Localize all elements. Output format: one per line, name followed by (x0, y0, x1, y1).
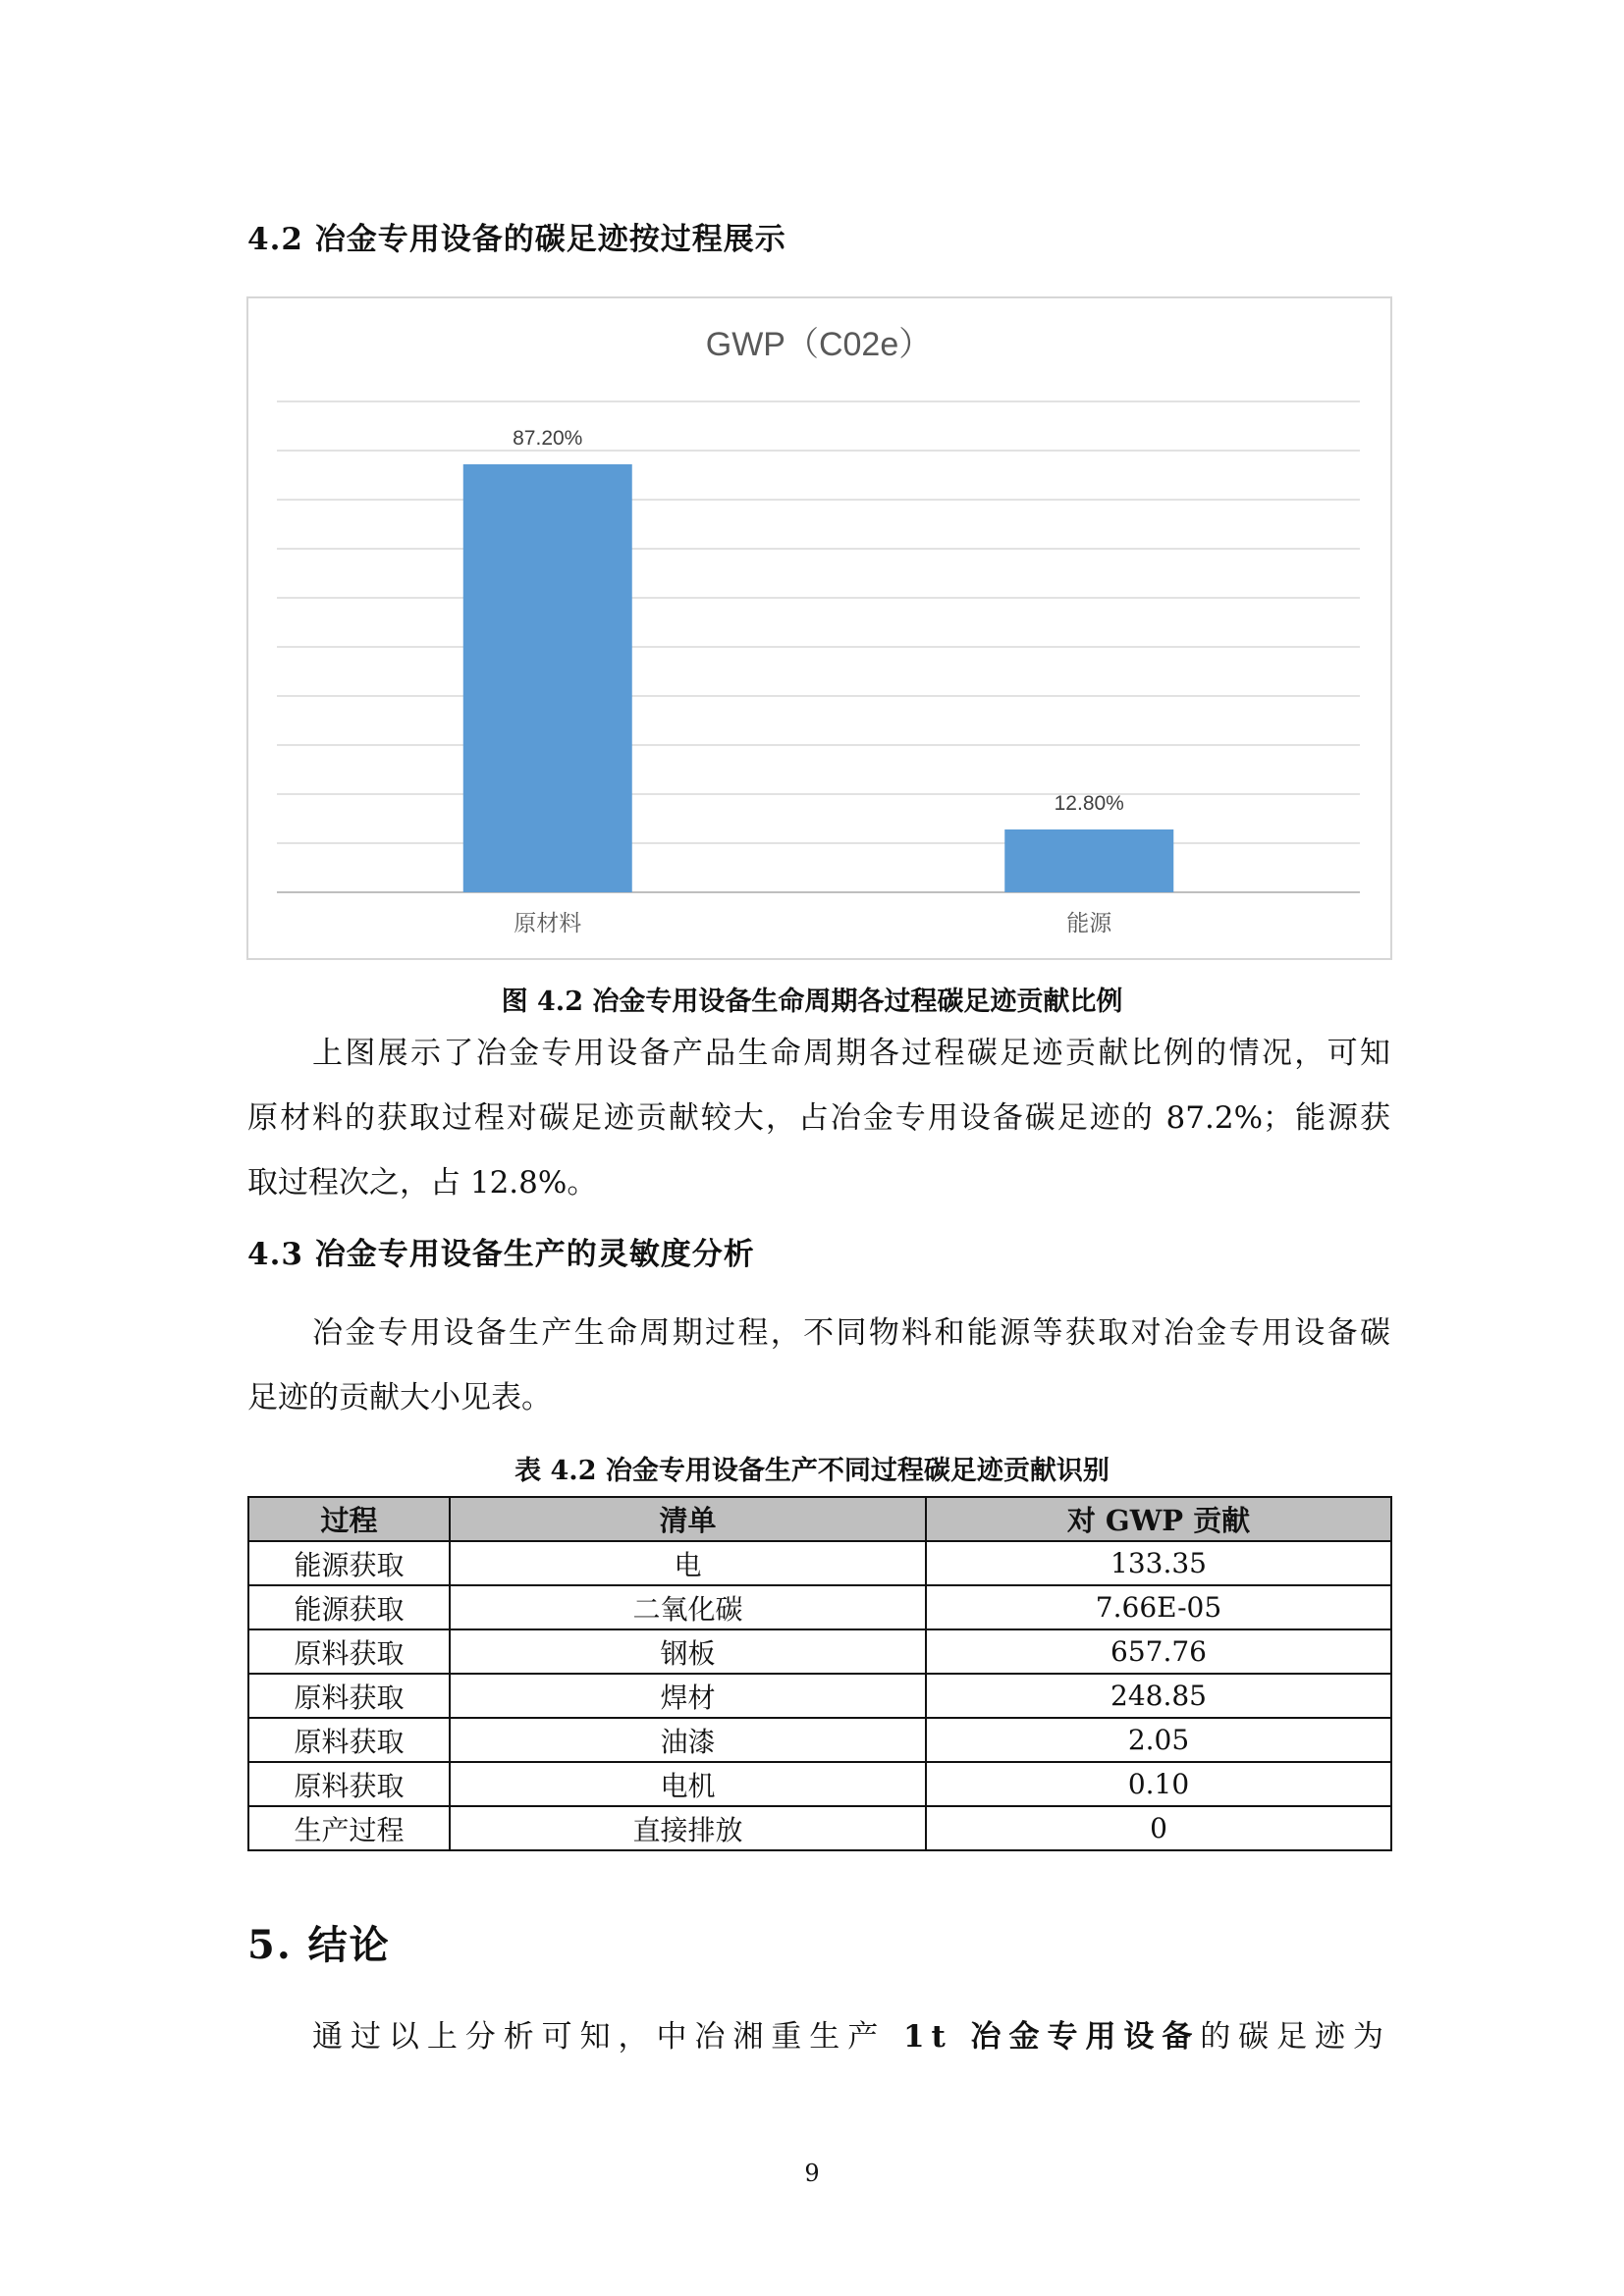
table-cell: 原料获取 (248, 1629, 450, 1674)
table-cell: 248.85 (926, 1674, 1391, 1718)
page-number: 9 (804, 2160, 820, 2187)
table-cell: 7.66E-05 (926, 1585, 1391, 1629)
section-5-heading: 5. 结论 (247, 1922, 391, 1968)
paragraph-2 (247, 1301, 1390, 1430)
table-cell: 0 (926, 1806, 1391, 1850)
x-tick-label: 能源 (1066, 911, 1112, 936)
table-cell: 657.76 (926, 1629, 1391, 1674)
table-cell: 原料获取 (248, 1718, 450, 1762)
table-cell: 生产过程 (248, 1806, 450, 1850)
bar-1 (463, 464, 632, 892)
table-cell: 能源获取 (248, 1585, 450, 1629)
chart-canvas (248, 298, 1390, 958)
paragraph-line: 取过程次之，占 12.8%。 (247, 1165, 598, 1201)
table-cell: 二氧化碳 (450, 1585, 926, 1629)
table-cell: 钢板 (450, 1629, 926, 1674)
paragraph-3 (247, 2004, 1390, 2069)
table-cell: 133.35 (926, 1541, 1391, 1585)
table-header-row (248, 1497, 1391, 1541)
table-cell: 油漆 (450, 1718, 926, 1762)
paragraph-line: 冶金专用设备生产生命周期过程，不同物料和能源等获取对冶金专用设备碳 (312, 1315, 1390, 1351)
table-cell: 0.10 (926, 1762, 1391, 1806)
table-header-cell: 对 GWP 贡献 (926, 1497, 1391, 1541)
table-row (248, 1806, 1391, 1850)
table-cell: 焊材 (450, 1674, 926, 1718)
table-cell: 原料获取 (248, 1674, 450, 1718)
paragraph-text: 的碳足迹为 (1200, 2019, 1390, 2055)
paragraph-1 (247, 1021, 1390, 1215)
paragraph-line: 上图展示了冶金专用设备产品生命周期各过程碳足迹贡献比例的情况，可知 (312, 1036, 1390, 1071)
table-caption: 表 4.2 冶金专用设备生产不同过程碳足迹贡献识别 (514, 1456, 1110, 1486)
table-row (248, 1762, 1391, 1806)
chart-bars (463, 427, 1174, 936)
table-row (248, 1541, 1391, 1585)
table-header-cell: 过程 (248, 1497, 450, 1541)
bar-data-label: 12.80% (1054, 792, 1124, 815)
table-cell: 电机 (450, 1762, 926, 1806)
table-cell: 电 (450, 1541, 926, 1585)
table-cell: 直接排放 (450, 1806, 926, 1850)
table-cell: 能源获取 (248, 1541, 450, 1585)
paragraph-line (247, 2004, 1390, 2069)
table-row (248, 1585, 1391, 1629)
gwp-contribution-table (247, 1496, 1392, 1851)
section-4-3-heading: 4.3 冶金专用设备生产的灵敏度分析 (247, 1237, 755, 1272)
table-row (248, 1629, 1391, 1674)
bar-2 (1004, 829, 1173, 892)
paragraph-bold-text: 1t 冶金专用设备 (902, 2019, 1201, 2055)
x-tick-label: 原材料 (514, 911, 582, 936)
table-row (248, 1674, 1391, 1718)
chart-title: GWP（C02e） (705, 326, 933, 363)
figure-caption: 图 4.2 冶金专用设备生命周期各过程碳足迹贡献比例 (501, 987, 1123, 1017)
paragraph-line: 足迹的贡献大小见表。 (247, 1380, 552, 1415)
paragraph-text: 通过以上分析可知，中冶湘重生产 (312, 2019, 903, 2055)
table-cell: 2.05 (926, 1718, 1391, 1762)
table-header-cell: 清单 (450, 1497, 926, 1541)
gwp-bar-chart (246, 296, 1392, 960)
chart-gridlines (277, 401, 1360, 892)
section-4-2-heading: 4.2 冶金专用设备的碳足迹按过程展示 (247, 222, 786, 257)
paragraph-line: 原材料的获取过程对碳足迹贡献较大，占冶金专用设备碳足迹的 87.2%；能源获 (247, 1100, 1390, 1136)
table-row (248, 1718, 1391, 1762)
table-cell: 原料获取 (248, 1762, 450, 1806)
bar-data-label: 87.20% (513, 427, 583, 450)
